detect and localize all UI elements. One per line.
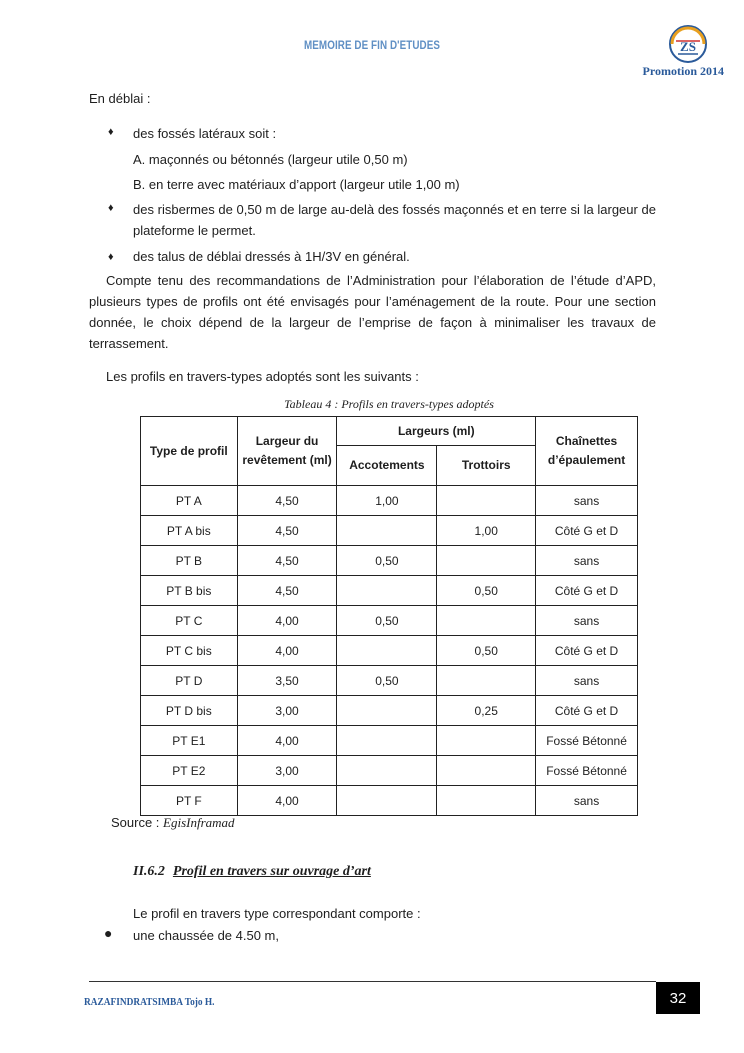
table-row	[141, 786, 638, 816]
cell: Côté G et D	[536, 636, 638, 666]
cell	[337, 516, 437, 546]
cell	[337, 576, 437, 606]
cell: 4,00	[237, 786, 337, 816]
diamond-bullet-icon: ♦	[108, 251, 114, 263]
paragraph: Les profils en travers-types adoptés sont les suivants :	[106, 369, 419, 384]
intro-text: En déblai :	[89, 91, 151, 106]
cell: 0,50	[337, 606, 437, 636]
cell: 4,50	[237, 576, 337, 606]
bullet-item: des fossés latéraux soit :	[133, 126, 277, 141]
cell	[437, 666, 536, 696]
cell: 0,25	[437, 696, 536, 726]
promotion-logo	[668, 24, 708, 64]
cell: 4,00	[237, 726, 337, 756]
cell: PT C bis	[141, 636, 238, 666]
cell: 4,00	[237, 606, 337, 636]
header-largeur-revetement: Largeur du revêtement (ml)	[237, 417, 337, 486]
cell: PT D	[141, 666, 238, 696]
cell: PT E2	[141, 756, 238, 786]
running-header-title: MEMOIRE DE FIN D'ETUDES	[304, 38, 440, 52]
source-label: Source :	[111, 815, 164, 830]
sub-item: A. maçonnés ou bétonnés (largeur utile 0,50 m)	[133, 152, 408, 167]
cell: 0,50	[437, 636, 536, 666]
header-accotements: Accotements	[337, 446, 437, 486]
footer-divider	[89, 981, 656, 982]
cell	[437, 546, 536, 576]
profiles-table	[140, 416, 638, 816]
header-trottoirs: Trottoirs	[437, 446, 536, 486]
cell: 4,50	[237, 546, 337, 576]
cell	[437, 786, 536, 816]
cell: Côté G et D	[536, 516, 638, 546]
cell: PT A bis	[141, 516, 238, 546]
header-largeurs: Largeurs (ml)	[337, 417, 536, 446]
cell	[337, 726, 437, 756]
section-number: II.6.2	[133, 864, 165, 879]
bullet-item: des risbermes de 0,50 m de large au-delà des fossés maçonnés et en terre si la largeur de plateforme le permet.	[133, 202, 656, 238]
cell: 3,00	[237, 756, 337, 786]
cell: PT B	[141, 546, 238, 576]
header-chainettes: Chaînettes d’épaulement	[536, 417, 638, 486]
cell	[337, 696, 437, 726]
header-type-de-profil: Type de profil	[141, 417, 238, 486]
cell: 4,50	[237, 486, 337, 516]
cell: sans	[536, 786, 638, 816]
section-heading	[133, 864, 371, 880]
promotion-label: Promotion 2014	[642, 64, 724, 78]
bullet-item: une chaussée de 4.50 m,	[133, 928, 279, 943]
cell: PT D bis	[141, 696, 238, 726]
cell: PT C	[141, 606, 238, 636]
cell: 0,50	[337, 546, 437, 576]
cell: PT B bis	[141, 576, 238, 606]
table-row	[141, 756, 638, 786]
cell: Côté G et D	[536, 576, 638, 606]
page-number: 32	[656, 982, 700, 1014]
cell: Côté G et D	[536, 696, 638, 726]
bullet-item: des talus de déblai dressés à 1H/3V en général.	[133, 249, 410, 264]
table-row	[141, 546, 638, 576]
cell: sans	[536, 486, 638, 516]
table-row	[141, 666, 638, 696]
round-bullet-icon: ●	[104, 925, 113, 941]
cell: sans	[536, 546, 638, 576]
paragraph: Le profil en travers type correspondant comporte :	[133, 906, 421, 921]
cell	[437, 726, 536, 756]
cell	[337, 786, 437, 816]
section-title: Profil en travers sur ouvrage d’art	[172, 864, 371, 879]
table-source	[111, 815, 235, 831]
cell: PT E1	[141, 726, 238, 756]
table-row	[141, 726, 638, 756]
cell: 1,00	[437, 516, 536, 546]
cell: 0,50	[337, 666, 437, 696]
cell: 1,00	[337, 486, 437, 516]
cell: PT F	[141, 786, 238, 816]
source-value: EgisInframad	[163, 815, 235, 830]
sub-item: B. en terre avec matériaux d’apport (largeur utile 1,00 m)	[133, 177, 460, 192]
table-row	[141, 486, 638, 516]
table-row	[141, 606, 638, 636]
cell: 4,00	[237, 636, 337, 666]
cell: 3,00	[237, 696, 337, 726]
cell	[337, 756, 437, 786]
cell: 0,50	[437, 576, 536, 606]
cell: Fossé Bétonné	[536, 726, 638, 756]
cell	[437, 606, 536, 636]
table-row	[141, 576, 638, 606]
cell: 4,50	[237, 516, 337, 546]
cell: sans	[536, 666, 638, 696]
cell: 3,50	[237, 666, 337, 696]
table-row	[141, 636, 638, 666]
cell: PT A	[141, 486, 238, 516]
table-caption: Tableau 4 : Profils en travers-types adoptés	[284, 397, 494, 411]
cell	[437, 756, 536, 786]
cell: sans	[536, 606, 638, 636]
table-row	[141, 516, 638, 546]
paragraph: Compte tenu des recommandations de l’Administration pour l’élaboration de l’étude d’APD, plusieurs types de profils ont été envisagés pour l’aménagement de la route. Pour une section donnée, le choix dépend de la largeur de l’emprise de façon à minimaliser les travaux de terrassement.	[89, 273, 656, 351]
diamond-bullet-icon: ♦	[108, 126, 114, 138]
svg-text:ZS: ZS	[680, 39, 696, 54]
footer-author: RAZAFINDRATSIMBA Tojo H.	[84, 996, 215, 1008]
table-row	[141, 696, 638, 726]
diamond-bullet-icon: ♦	[108, 202, 114, 214]
cell	[437, 486, 536, 516]
cell: Fossé Bétonné	[536, 756, 638, 786]
cell	[337, 636, 437, 666]
